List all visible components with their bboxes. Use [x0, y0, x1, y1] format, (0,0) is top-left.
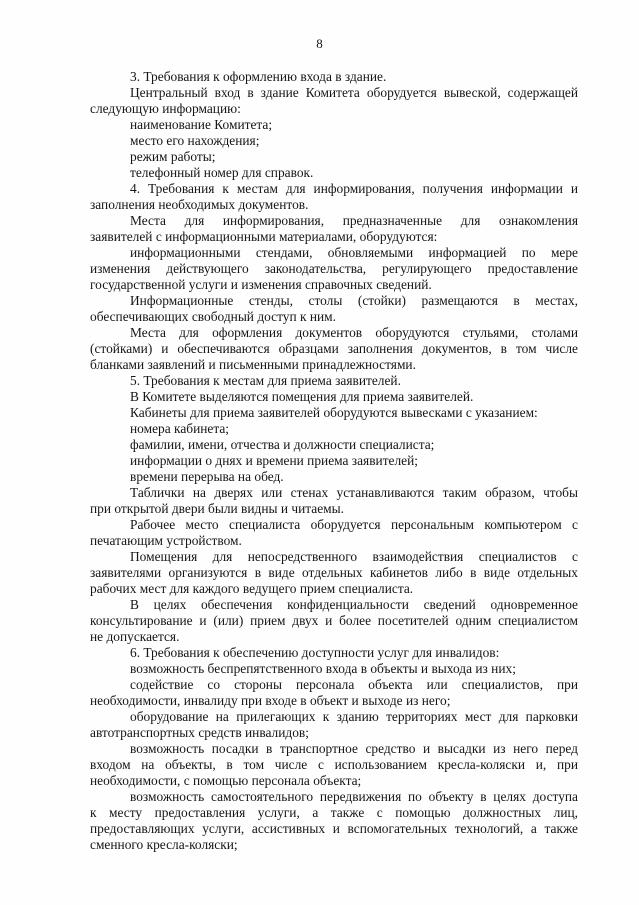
paragraph [90, 597, 578, 645]
text-line: возможность посадки в транспортное средство и высадки из него перед [130, 741, 578, 756]
paragraph [90, 389, 578, 405]
text-line: Помещения для непосредственного взаимодействия специалистов с [130, 549, 578, 564]
paragraph [90, 549, 578, 597]
text-line: телефонный номер для справок. [130, 165, 314, 180]
text-line: необходимости, инвалиду при входе в объект и выходе из него; [90, 693, 451, 708]
text-line: Таблички на дверях или стенах устанавливаются таким образом, чтобы [130, 485, 578, 500]
text-line: возможность беспрепятственного входа в объекты и выхода из них; [130, 661, 516, 676]
text-line: наименование Комитета; [130, 117, 273, 132]
text-line: 5. Требования к местам для приема заявителей. [130, 373, 401, 388]
text-line: Центральный вход в здание Комитета оборудуется вывеской, содержащей [130, 85, 578, 100]
text-line: изменения действующего законодательства, регулирующего предоставление [90, 261, 578, 276]
text-line: заявителями организуются в виде отдельных кабинетов либо в виде отдельных [90, 565, 578, 580]
paragraph [90, 405, 578, 421]
text-line: В Комитете выделяются помещения для приема заявителей. [130, 389, 474, 404]
paragraph [90, 661, 578, 677]
paragraph [90, 421, 578, 437]
text-line: режим работы; [130, 149, 216, 164]
text-line: следующую информацию: [90, 101, 241, 116]
text-line: государственной услуги и изменения справочных сведений. [90, 277, 432, 292]
text-line: возможность самостоятельного передвижения по объекту в целях доступа [130, 789, 578, 804]
text-line: при открытой двери были видны и читаемы. [90, 501, 344, 516]
paragraph [90, 437, 578, 453]
paragraph [90, 469, 578, 485]
document-body [90, 69, 578, 853]
page-number: 8 [316, 36, 323, 51]
paragraph [90, 85, 578, 117]
text-line: заполнения необходимых документов. [90, 197, 309, 212]
text-line: не допускается. [90, 629, 180, 644]
paragraph [90, 165, 578, 181]
text-line: бланками заявлений и письменными принадлежностями. [90, 357, 416, 372]
paragraph [90, 485, 578, 517]
text-line: предоставляющих услуги, ассистивных и вспомогательных технологий, а также [90, 821, 578, 836]
text-line: информационными стендами, обновляемыми информацией по мере [130, 245, 578, 260]
paragraph [90, 789, 578, 853]
text-line: информации о днях и времени приема заявителей; [130, 453, 418, 468]
paragraph [90, 453, 578, 469]
text-line: 3. Требования к оформлению входа в здание. [130, 69, 387, 84]
paragraph [90, 517, 578, 549]
paragraph [90, 293, 578, 325]
paragraph [90, 181, 578, 213]
text-line: печатающим устройством. [90, 533, 242, 548]
text-line: место его нахождения; [130, 133, 260, 148]
text-line: сменного кресла-коляски; [90, 837, 238, 852]
paragraph [90, 709, 578, 741]
paragraph [90, 645, 578, 661]
text-line: 4. Требования к местам для информирования, получения информации и [130, 181, 578, 196]
text-line: к месту предоставления услуги, а также с помощью должностных лиц, [90, 805, 578, 820]
text-line: (стойками) и обеспечиваются образцами заполнения документов, в том числе [90, 341, 578, 356]
paragraph [90, 69, 578, 85]
paragraph [90, 373, 578, 389]
text-line: фамилии, имени, отчества и должности специалиста; [130, 437, 435, 452]
text-line: автотранспортных средств инвалидов; [90, 725, 309, 740]
text-line: Места для информирования, предназначенные для ознакомления [130, 213, 578, 228]
text-line: необходимости, с помощью персонала объекта; [90, 773, 362, 788]
paragraph [90, 213, 578, 245]
text-line: Кабинеты для приема заявителей оборудуются вывесками с указанием: [130, 405, 538, 420]
text-line: оборудование на прилегающих к зданию территориях мест для парковки [130, 709, 578, 724]
paragraph [90, 677, 578, 709]
text-line: В целях обеспечения конфиденциальности сведений одновременное [130, 597, 578, 612]
paragraph [90, 741, 578, 789]
text-line: заявителей с информационными материалами, оборудуются: [90, 229, 438, 244]
text-line: Рабочее место специалиста оборудуется персональным компьютером с [130, 517, 578, 532]
paragraph [90, 117, 578, 133]
text-line: обеспечивающих свободный доступ к ним. [90, 309, 337, 324]
paragraph [90, 149, 578, 165]
text-line: 6. Требования к обеспечению доступности услуг для инвалидов: [130, 645, 500, 660]
text-line: времени перерыва на обед. [130, 469, 284, 484]
paragraph [90, 245, 578, 293]
text-line: Места для оформления документов оборудуются стульями, столами [130, 325, 578, 340]
paragraph [90, 133, 578, 149]
text-line: Информационные стенды, столы (стойки) размещаются в местах, [130, 293, 578, 308]
text-line: консультирование и (или) прием двух и более посетителей одним специалистом [90, 613, 578, 628]
text-line: содействие со стороны персонала объекта или специалистов, при [130, 677, 578, 692]
text-line: входом на объекты, в том числе с использованием кресла-коляски и, при [90, 757, 578, 772]
paragraph [90, 325, 578, 373]
text-line: рабочих мест для каждого ведущего прием специалиста. [90, 581, 414, 596]
text-line: номера кабинета; [130, 421, 230, 436]
